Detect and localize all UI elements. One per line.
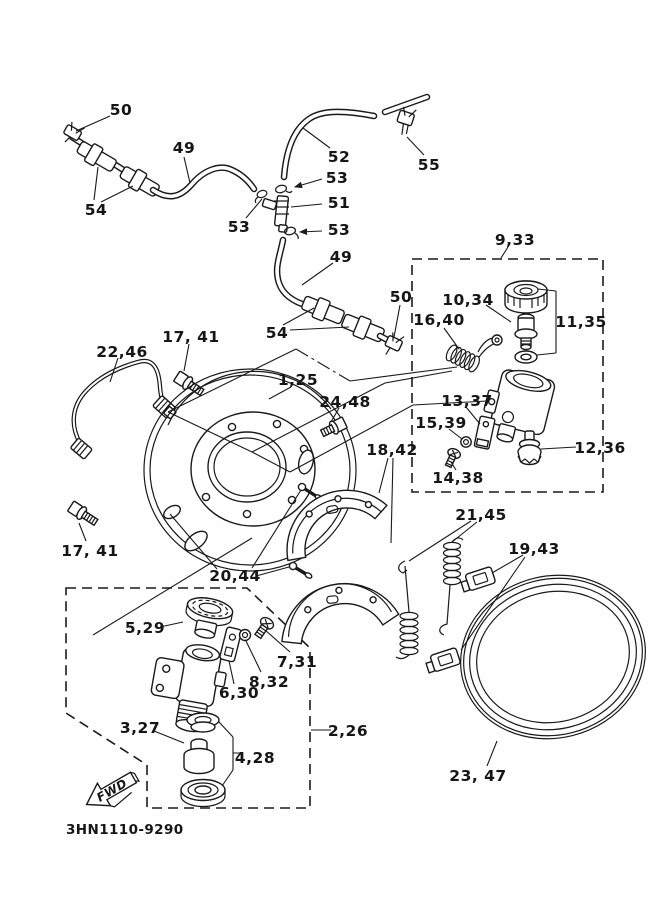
callout-2-26-wheel-cylinder: 2,26 xyxy=(327,722,369,740)
callout-53-clip-left: 53 xyxy=(227,218,251,236)
hose-joint-54-a xyxy=(74,138,119,175)
nut-15-39 xyxy=(461,437,471,447)
vent-hose-52 xyxy=(284,112,374,177)
reservoir-plunger-10-34 xyxy=(515,314,537,350)
valve-12-36 xyxy=(518,431,541,465)
fwd-arrow xyxy=(80,765,144,819)
callout-15-39-nut: 15,39 xyxy=(415,414,467,432)
callout-53-clip-bottom: 53 xyxy=(327,221,351,239)
drawing-code: 3HN1110-9290 xyxy=(66,822,184,838)
callout-51-tee-joint: 51 xyxy=(327,194,351,212)
callout-20-44-pins: 20,44 xyxy=(209,567,261,585)
gasket-6-30 xyxy=(219,627,242,663)
piston-3-27 xyxy=(184,739,214,774)
callout-54-left-joints: 54 xyxy=(84,201,108,219)
callout-54-lower-joints: 54 xyxy=(265,324,289,342)
callout-14-38-screw: 14,38 xyxy=(432,469,484,487)
screw-14-38 xyxy=(442,447,462,469)
callout-17-41-lower-bolt: 17, 41 xyxy=(61,542,119,560)
callout-3-27-piston: 3,27 xyxy=(119,719,161,737)
brake-shoe-lower xyxy=(277,578,401,645)
shoe-clip-lower xyxy=(424,647,461,673)
callout-52-hose: 52 xyxy=(327,148,351,166)
callout-9-33-master-cylinder: 9,33 xyxy=(494,231,536,249)
callout-11-35-cap-seal: 11,35 xyxy=(555,313,607,331)
callout-4-28-cup-kit: 4,28 xyxy=(234,749,276,767)
shoe-clip-upper xyxy=(459,566,496,592)
fwd-arrow-label: FWD xyxy=(94,776,130,805)
return-spring-right xyxy=(440,538,463,635)
callout-23-47-seal-ring: 23, 47 xyxy=(449,767,507,785)
callout-5-29-cap: 5,29 xyxy=(124,619,166,637)
callout-7-31-screw: 7,31 xyxy=(276,653,318,671)
callout-50-lower-clamp: 50 xyxy=(389,288,413,306)
callout-22-46-brake-pipe: 22,46 xyxy=(96,343,148,361)
bolt-17-41-lower xyxy=(67,500,100,528)
return-spring-left xyxy=(396,561,418,659)
callout-49-lower-hose: 49 xyxy=(329,248,353,266)
callout-24-48-bolt: 24,48 xyxy=(319,393,371,411)
brake-pipe-22-46 xyxy=(70,361,178,459)
callout-8-32-washer: 8,32 xyxy=(248,673,290,691)
cup-washer-4-28 xyxy=(187,713,219,732)
callout-50-left-clamp: 50 xyxy=(109,101,133,119)
boot-4-28 xyxy=(181,780,225,807)
shoe-pin-lower xyxy=(289,562,312,579)
callout-6-30-gasket: 6,30 xyxy=(218,684,260,702)
callout-18-42-brake-shoes: 18,42 xyxy=(366,441,418,459)
reservoir-cap xyxy=(505,281,547,313)
callout-49-left-hose: 49 xyxy=(172,139,196,157)
hose-joint-54-c xyxy=(300,292,347,327)
callout-1-25-backing-plate: 1,25 xyxy=(277,371,319,389)
callout-19-43-clips: 19,43 xyxy=(508,540,560,558)
callout-55-clamp: 55 xyxy=(417,156,441,174)
tee-fitting-51 xyxy=(262,196,289,233)
callout-17-41-upper-bolt: 17, 41 xyxy=(162,328,220,346)
reservoir-seal-11-35 xyxy=(515,351,537,363)
hose-assembly-left xyxy=(60,120,254,200)
callout-16-40-spring: 16,40 xyxy=(413,311,465,329)
leader-lines xyxy=(76,116,576,786)
callout-53-clip-top: 53 xyxy=(325,169,349,187)
hose-joint-54-d xyxy=(340,310,387,345)
washer-8-32 xyxy=(240,630,251,641)
callout-21-45-springs: 21,45 xyxy=(455,506,507,524)
callout-10-34-plunger: 10,34 xyxy=(442,291,494,309)
callout-12-36-valve: 12,36 xyxy=(574,439,626,457)
callout-13-37-bracket: 13,37 xyxy=(441,392,493,410)
hose-clamp-50-lower xyxy=(381,331,405,359)
hose-clip-53-top xyxy=(275,184,292,194)
